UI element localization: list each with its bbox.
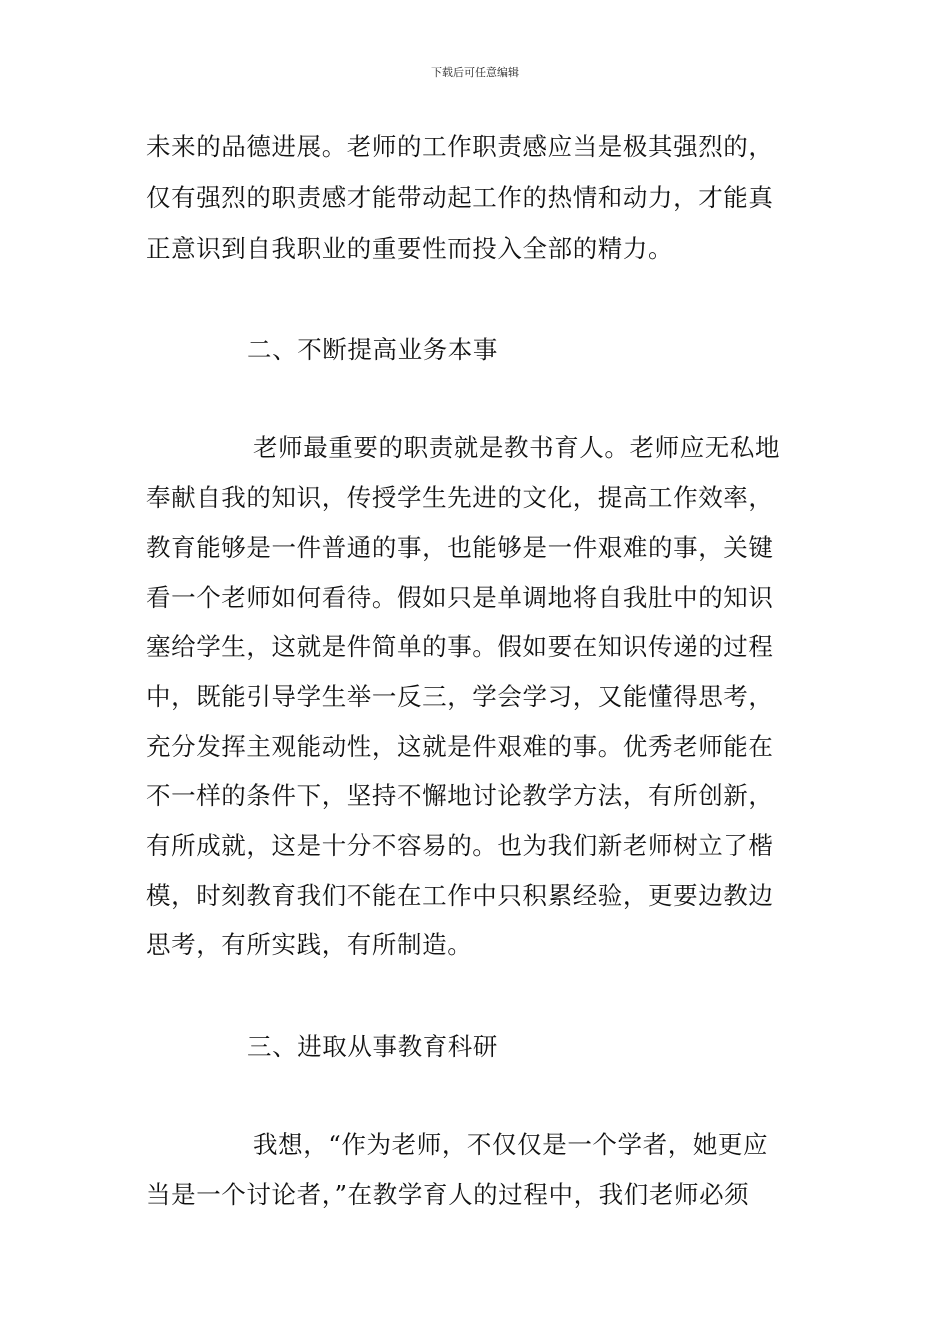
text-line: 看一个老师如何看待。假如只是单调地将自我肚中的知识 (146, 583, 774, 612)
text-line: 未来的品德进展。老师的工作职责感应当是极其强烈的， (146, 132, 774, 161)
text-line: 充分发挥主观能动性，这就是件艰难的事。优秀老师能在 (146, 732, 774, 761)
text-line: 老师最重要的职责就是教书育人。老师应无私地 (253, 433, 781, 462)
text-line: 我想，“作为老师，不仅仅是一个学者，她更应 (253, 1130, 769, 1159)
text-line: 仅有强烈的职责感才能带动起工作的热情和动力，才能真 (146, 183, 774, 212)
text-line: 有所成就，这是十分不容易的。也为我们新老师树立了楷 (146, 831, 774, 860)
text-line: 当是一个讨论者，”在教学育人的过程中，我们老师必须 (146, 1180, 750, 1209)
text-line: 奉献自我的知识，传授学生先进的文化，提高工作效率， (146, 483, 774, 512)
text-line: 中，既能引导学生举一反三，学会学习，又能懂得思考， (146, 682, 774, 711)
text-line: 正意识到自我职业的重要性而投入全部的精力。 (146, 234, 674, 263)
text-line: 塞给学生，这就是件简单的事。假如要在知识传递的过程 (146, 632, 774, 661)
text-line: 教育能够是一件普通的事，也能够是一件艰难的事，关键 (146, 533, 774, 562)
text-line: 模，时刻教育我们不能在工作中只积累经验，更要边教边 (146, 881, 774, 910)
text-line: 思考，有所实践，有所制造。 (146, 930, 473, 959)
section-heading-2: 二、不断提高业务本事 (247, 335, 498, 364)
section-heading-3: 三、进取从事教育科研 (247, 1032, 498, 1061)
text-line: 不一样的条件下，坚持不懈地讨论教学方法，有所创新， (146, 781, 774, 810)
page-header-note: 下载后可任意编辑 (431, 66, 519, 79)
